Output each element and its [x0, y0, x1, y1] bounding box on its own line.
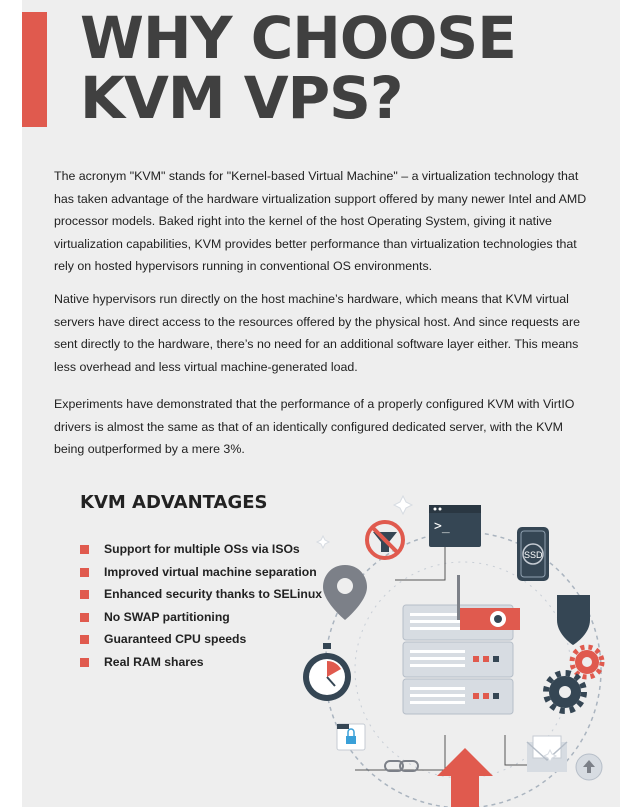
kvm-illustration: [295, 480, 625, 807]
svg-text:>_: >_: [434, 519, 450, 534]
location-pin-icon: [323, 565, 367, 620]
advantage-item: No SWAP partitioning: [80, 606, 322, 629]
folder-lock-icon: [337, 724, 365, 750]
title-line-1: WHY CHOOSE: [80, 4, 516, 72]
paragraph-2: Native hypervisors run directly on the host machine’s hardware, which means that KVM virtual servers have direct access to the resources offered by the physical host. And since requests are sent directly to the hardware, there’s no need for an additional software layer either. This means less overhead and less virtual machine-generated load.: [54, 292, 580, 374]
advantage-item: Improved virtual machine separation: [80, 561, 322, 584]
paragraph-3: Experiments have demonstrated that the performance of a properly configured KVM with VirtIO drivers is almost the same as that of an identically configured dedicated server, with the KVM being outperformed by a mere 3%.: [54, 397, 575, 457]
terminal-icon: [429, 505, 481, 547]
stopwatch-icon: [303, 643, 351, 701]
advantage-item: Support for multiple OSs via ISOs: [80, 538, 322, 561]
paragraph-1: The acronym "KVM" stands for "Kernel-based Virtual Machine" – a virtualization technology that has taken advantage of the hardware virtualization support offered by many newer Intel and AMD processor models. Baked right into the kernel of the host Operating System, giving it native virtualization capabilities, KVM provides better performance than virtualization technologies that rely on hosted hypervisors running in conventional OS environments.: [54, 169, 587, 274]
title-line-2: KVM VPS?: [80, 64, 403, 132]
svg-text:SSD: SSD: [524, 550, 543, 560]
no-bug-filter-icon: [367, 522, 403, 558]
server-rack-icon: [403, 575, 520, 714]
title-accent-bar: [22, 12, 47, 127]
page-title: [80, 4, 516, 132]
scroll-up-icon[interactable]: [576, 754, 602, 780]
gear-icon: [546, 647, 602, 711]
advantage-item: Real RAM shares: [80, 651, 322, 674]
advantages-list: [80, 538, 322, 673]
advantages-heading: KVM ADVANTAGES: [80, 492, 268, 513]
shield-icon: [557, 595, 590, 645]
advantage-item: Guaranteed CPU speeds: [80, 628, 322, 651]
advantage-item: Enhanced security thanks to SELinux: [80, 583, 322, 606]
ssd-icon: [517, 527, 549, 581]
